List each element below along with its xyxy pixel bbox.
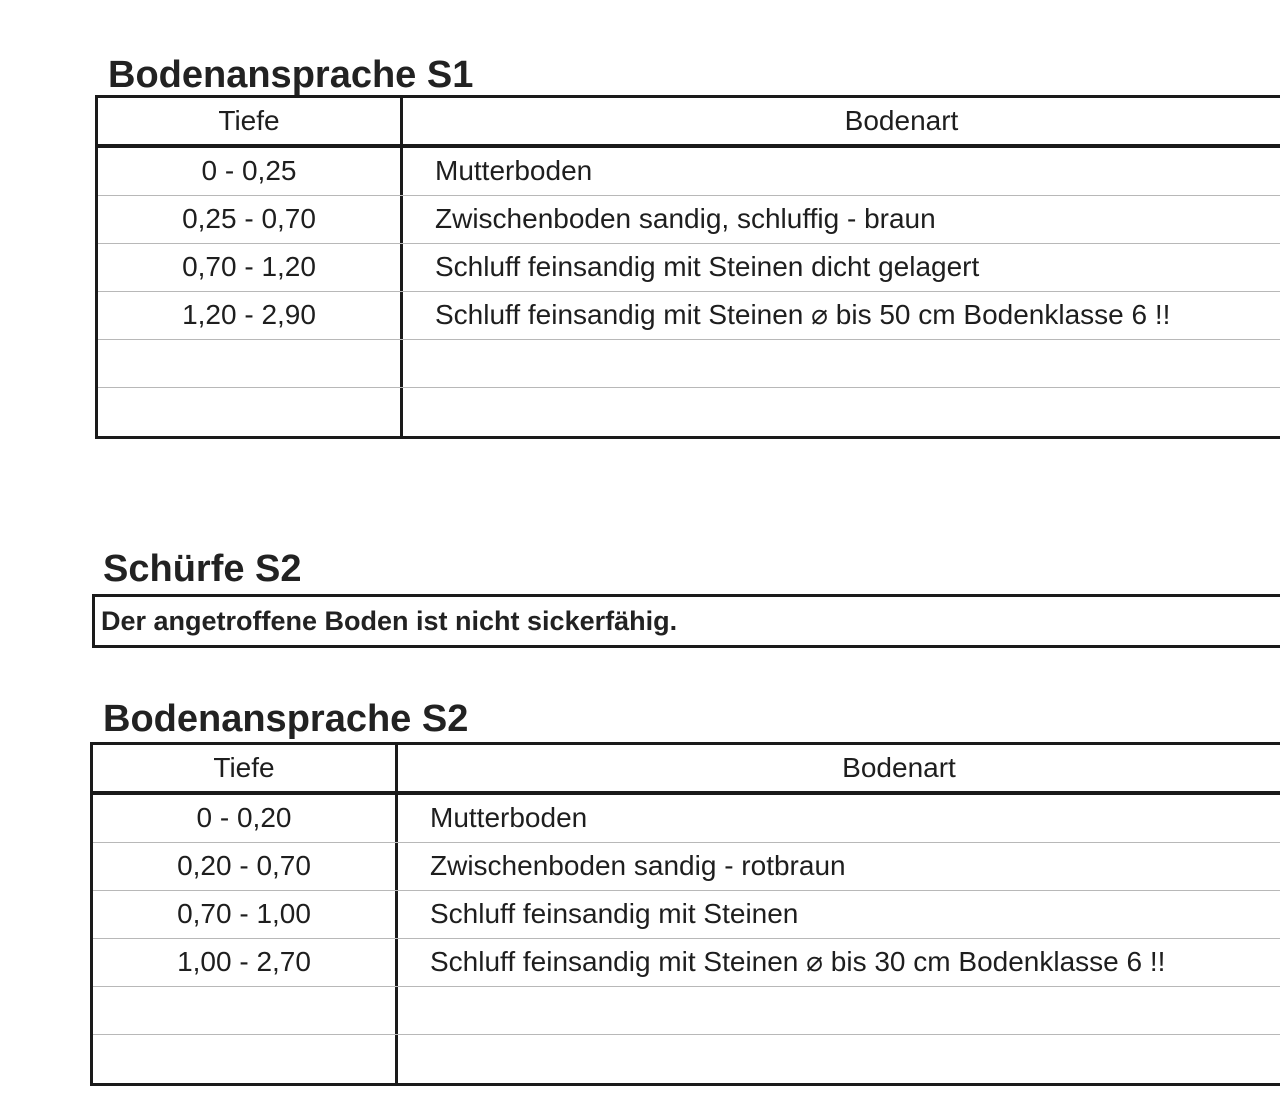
soil-type-cell: Zwischenboden sandig - rotbraun xyxy=(430,850,846,881)
depth-cell xyxy=(98,340,403,387)
soil-type-cell xyxy=(398,987,1280,1034)
soil-type-cell: Mutterboden xyxy=(430,802,588,833)
depth-cell: 0,25 - 0,70 xyxy=(98,196,403,243)
header-soil-type: Bodenart xyxy=(842,752,956,783)
soil-type-cell: Schluff feinsandig mit Steinen ⌀ bis 50 cm Bodenklasse 6 !! xyxy=(435,299,1171,330)
soil-type-cell xyxy=(403,340,1280,387)
soil-type-cell: Schluff feinsandig mit Steinen ⌀ bis 30 cm Bodenklasse 6 !! xyxy=(430,946,1166,977)
depth-cell xyxy=(93,987,398,1034)
soil-table-s1 xyxy=(95,95,1280,439)
table-header-row xyxy=(98,98,1280,148)
header-depth: Tiefe xyxy=(98,98,403,144)
infiltration-note: Der angetroffene Boden ist nicht sickerfähig. xyxy=(92,594,1280,648)
soil-type-cell xyxy=(398,1035,1280,1083)
table-row xyxy=(98,244,1280,292)
depth-cell: 0,20 - 0,70 xyxy=(93,843,398,890)
soil-type-cell xyxy=(403,388,1280,436)
table-header-row xyxy=(93,745,1280,795)
soil-type-cell: Schluff feinsandig mit Steinen dicht gelagert xyxy=(435,251,980,282)
depth-cell xyxy=(93,1035,398,1083)
depth-cell: 0 - 0,20 xyxy=(93,795,398,842)
section-title-schuerfe-s2: Schürfe S2 xyxy=(103,548,302,590)
soil-type-cell: Mutterboden xyxy=(435,155,593,186)
table-row xyxy=(98,340,1280,388)
table-row xyxy=(98,292,1280,340)
table-row xyxy=(98,388,1280,436)
table-row xyxy=(93,1035,1280,1083)
table-row xyxy=(93,795,1280,843)
table-row xyxy=(93,939,1280,987)
header-soil-type: Bodenart xyxy=(844,105,959,136)
section-title-s1: Bodenansprache S1 xyxy=(108,54,474,96)
section-title-s2: Bodenansprache S2 xyxy=(103,698,469,740)
table-row xyxy=(93,843,1280,891)
depth-cell: 1,20 - 2,90 xyxy=(98,292,403,339)
soil-type-cell: Schluff feinsandig mit Steinen xyxy=(430,898,799,929)
depth-cell: 0 - 0,25 xyxy=(98,148,403,195)
soil-type-cell: Zwischenboden sandig, schluffig - braun xyxy=(435,203,936,234)
depth-cell: 0,70 - 1,00 xyxy=(93,891,398,938)
soil-table-s2 xyxy=(90,742,1280,1086)
header-depth: Tiefe xyxy=(93,745,398,791)
depth-cell: 1,00 - 2,70 xyxy=(93,939,398,986)
depth-cell: 0,70 - 1,20 xyxy=(98,244,403,291)
table-row xyxy=(98,148,1280,196)
table-row xyxy=(98,196,1280,244)
depth-cell xyxy=(98,388,403,436)
table-row xyxy=(93,987,1280,1035)
table-row xyxy=(93,891,1280,939)
